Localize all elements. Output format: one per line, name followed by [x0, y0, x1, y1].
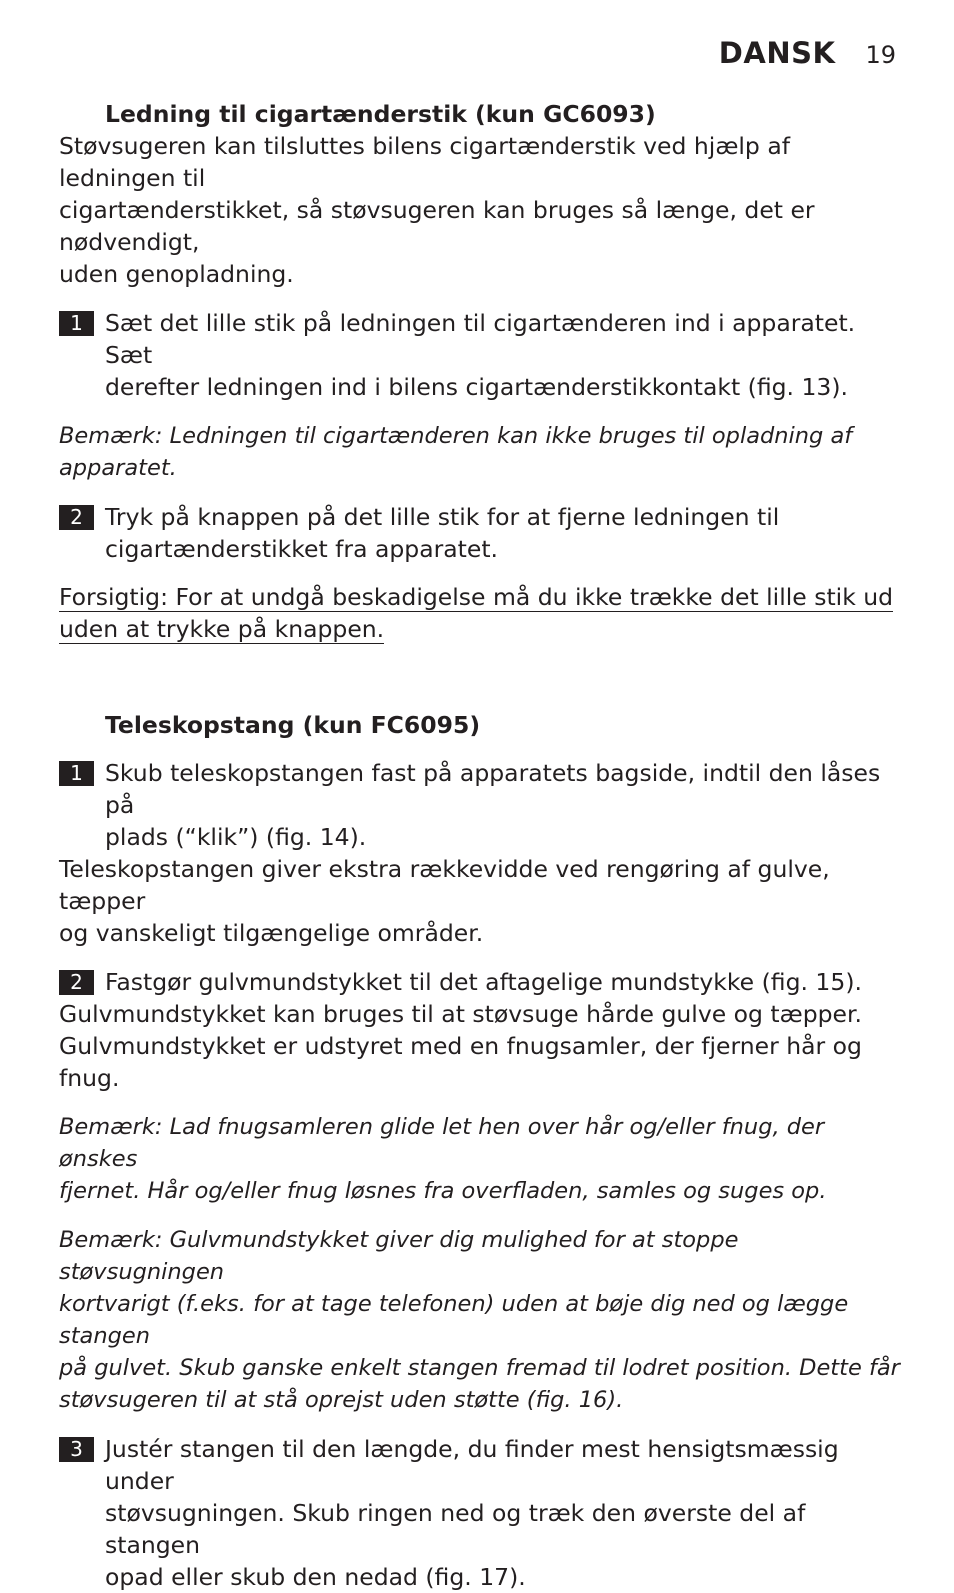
step-number-badge: 1: [59, 311, 94, 336]
text-line: Forsigtig: For at undgå beskadigelse må du ikke trække det lille stik ud: [59, 583, 894, 611]
text-line: Fastgør gulvmundstykket til det aftagelige mundstykke (fig. 15).: [105, 968, 862, 996]
text-line: og vanskeligt tilgængelige områder.: [59, 919, 484, 947]
text-line: Bemærk: Gulvmundstykket giver dig mulighed for at stoppe støvsugningen: [59, 1227, 739, 1285]
step-1-cigar: [59, 307, 904, 403]
text-line: Justér stangen til den længde, du finder mest hensigtsmæssig under: [105, 1435, 839, 1495]
text-line: Teleskopstangen giver ekstra rækkevidde ved rengøring af gulve, tæpper: [59, 855, 830, 915]
text-line: Bemærk: Ledningen til cigartænderen kan ikke bruges til opladning af: [59, 423, 853, 449]
text-line: kortvarigt (f.eks. for at tage telefonen) uden at bøje dig ned og lægge stangen: [59, 1291, 849, 1349]
page-number: 19: [865, 41, 896, 69]
caution-paragraph: [59, 581, 904, 645]
page-header: [719, 36, 896, 70]
text-line: cigartænderstikket fra apparatet.: [105, 535, 499, 563]
text-line: uden genopladning.: [59, 260, 294, 288]
language-label: DANSK: [718, 36, 836, 70]
text-line: Bemærk: Lad fnugsamleren glide let hen over hår og/eller fnug, der ønskes: [59, 1114, 825, 1172]
text-line: Gulvmundstykket er udstyret med en fnugsamler, der fjerner hår og fnug.: [59, 1032, 862, 1092]
note-cigar-charging: [59, 420, 904, 484]
text-line: Gulvmundstykket kan bruges til at støvsuge hårde gulve og tæpper.: [59, 1000, 862, 1028]
text-line: derefter ledningen ind i bilens cigartænderstikkontakt (fig. 13).: [105, 373, 849, 401]
step-number-badge: 3: [59, 1437, 94, 1462]
note-lint-collector: [59, 1111, 904, 1207]
step-number-badge: 1: [59, 761, 94, 786]
text-line: fjernet. Hår og/eller fnug løsnes fra overfladen, samles og suges op.: [59, 1178, 827, 1204]
section-heading-cigar-cord: Ledning til cigartænderstik (kun GC6093): [105, 100, 656, 128]
text-line: opad eller skub den nedad (fig. 17).: [105, 1563, 526, 1591]
step-2-telescopic: [59, 966, 904, 998]
step-2-cigar: [59, 501, 904, 565]
text-line: støvsugningen. Skub ringen ned og træk den øverste del af stangen: [105, 1499, 806, 1559]
page-content: [59, 98, 904, 1593]
step-number-badge: 2: [59, 970, 94, 995]
text-line: støvsugeren til at stå oprejst uden støtte (fig. 16).: [59, 1387, 624, 1413]
step-number-badge: 2: [59, 505, 94, 530]
text-line: plads (“klik”) (fig. 14).: [105, 823, 367, 851]
step-1-telescopic: [59, 757, 904, 853]
text-line: cigartænderstikket, så støvsugeren kan bruges så længe, det er nødvendigt,: [59, 196, 815, 256]
text-line: Sæt det lille stik på ledningen til cigartænderen ind i apparatet. Sæt: [105, 309, 856, 369]
telescopic-paragraph: [59, 853, 904, 949]
text-line: Skub teleskopstangen fast på apparatets bagside, indtil den låses på: [105, 759, 881, 819]
step-3-telescopic: [59, 1433, 904, 1593]
text-line: uden at trykke på knappen.: [59, 615, 385, 643]
floor-nozzle-paragraph: [59, 998, 904, 1094]
text-line: apparatet.: [59, 455, 177, 481]
intro-paragraph: [59, 130, 904, 290]
text-line: Tryk på knappen på det lille stik for at fjerne ledningen til: [105, 503, 780, 531]
text-line: Støvsugeren kan tilsluttes bilens cigartænderstik ved hjælp af ledningen til: [59, 132, 790, 192]
text-line: på gulvet. Skub ganske enkelt stangen fremad til lodret position. Dette får: [59, 1355, 900, 1381]
note-upright-position: [59, 1224, 904, 1416]
section-heading-telescopic: Teleskopstang (kun FC6095): [105, 711, 481, 739]
